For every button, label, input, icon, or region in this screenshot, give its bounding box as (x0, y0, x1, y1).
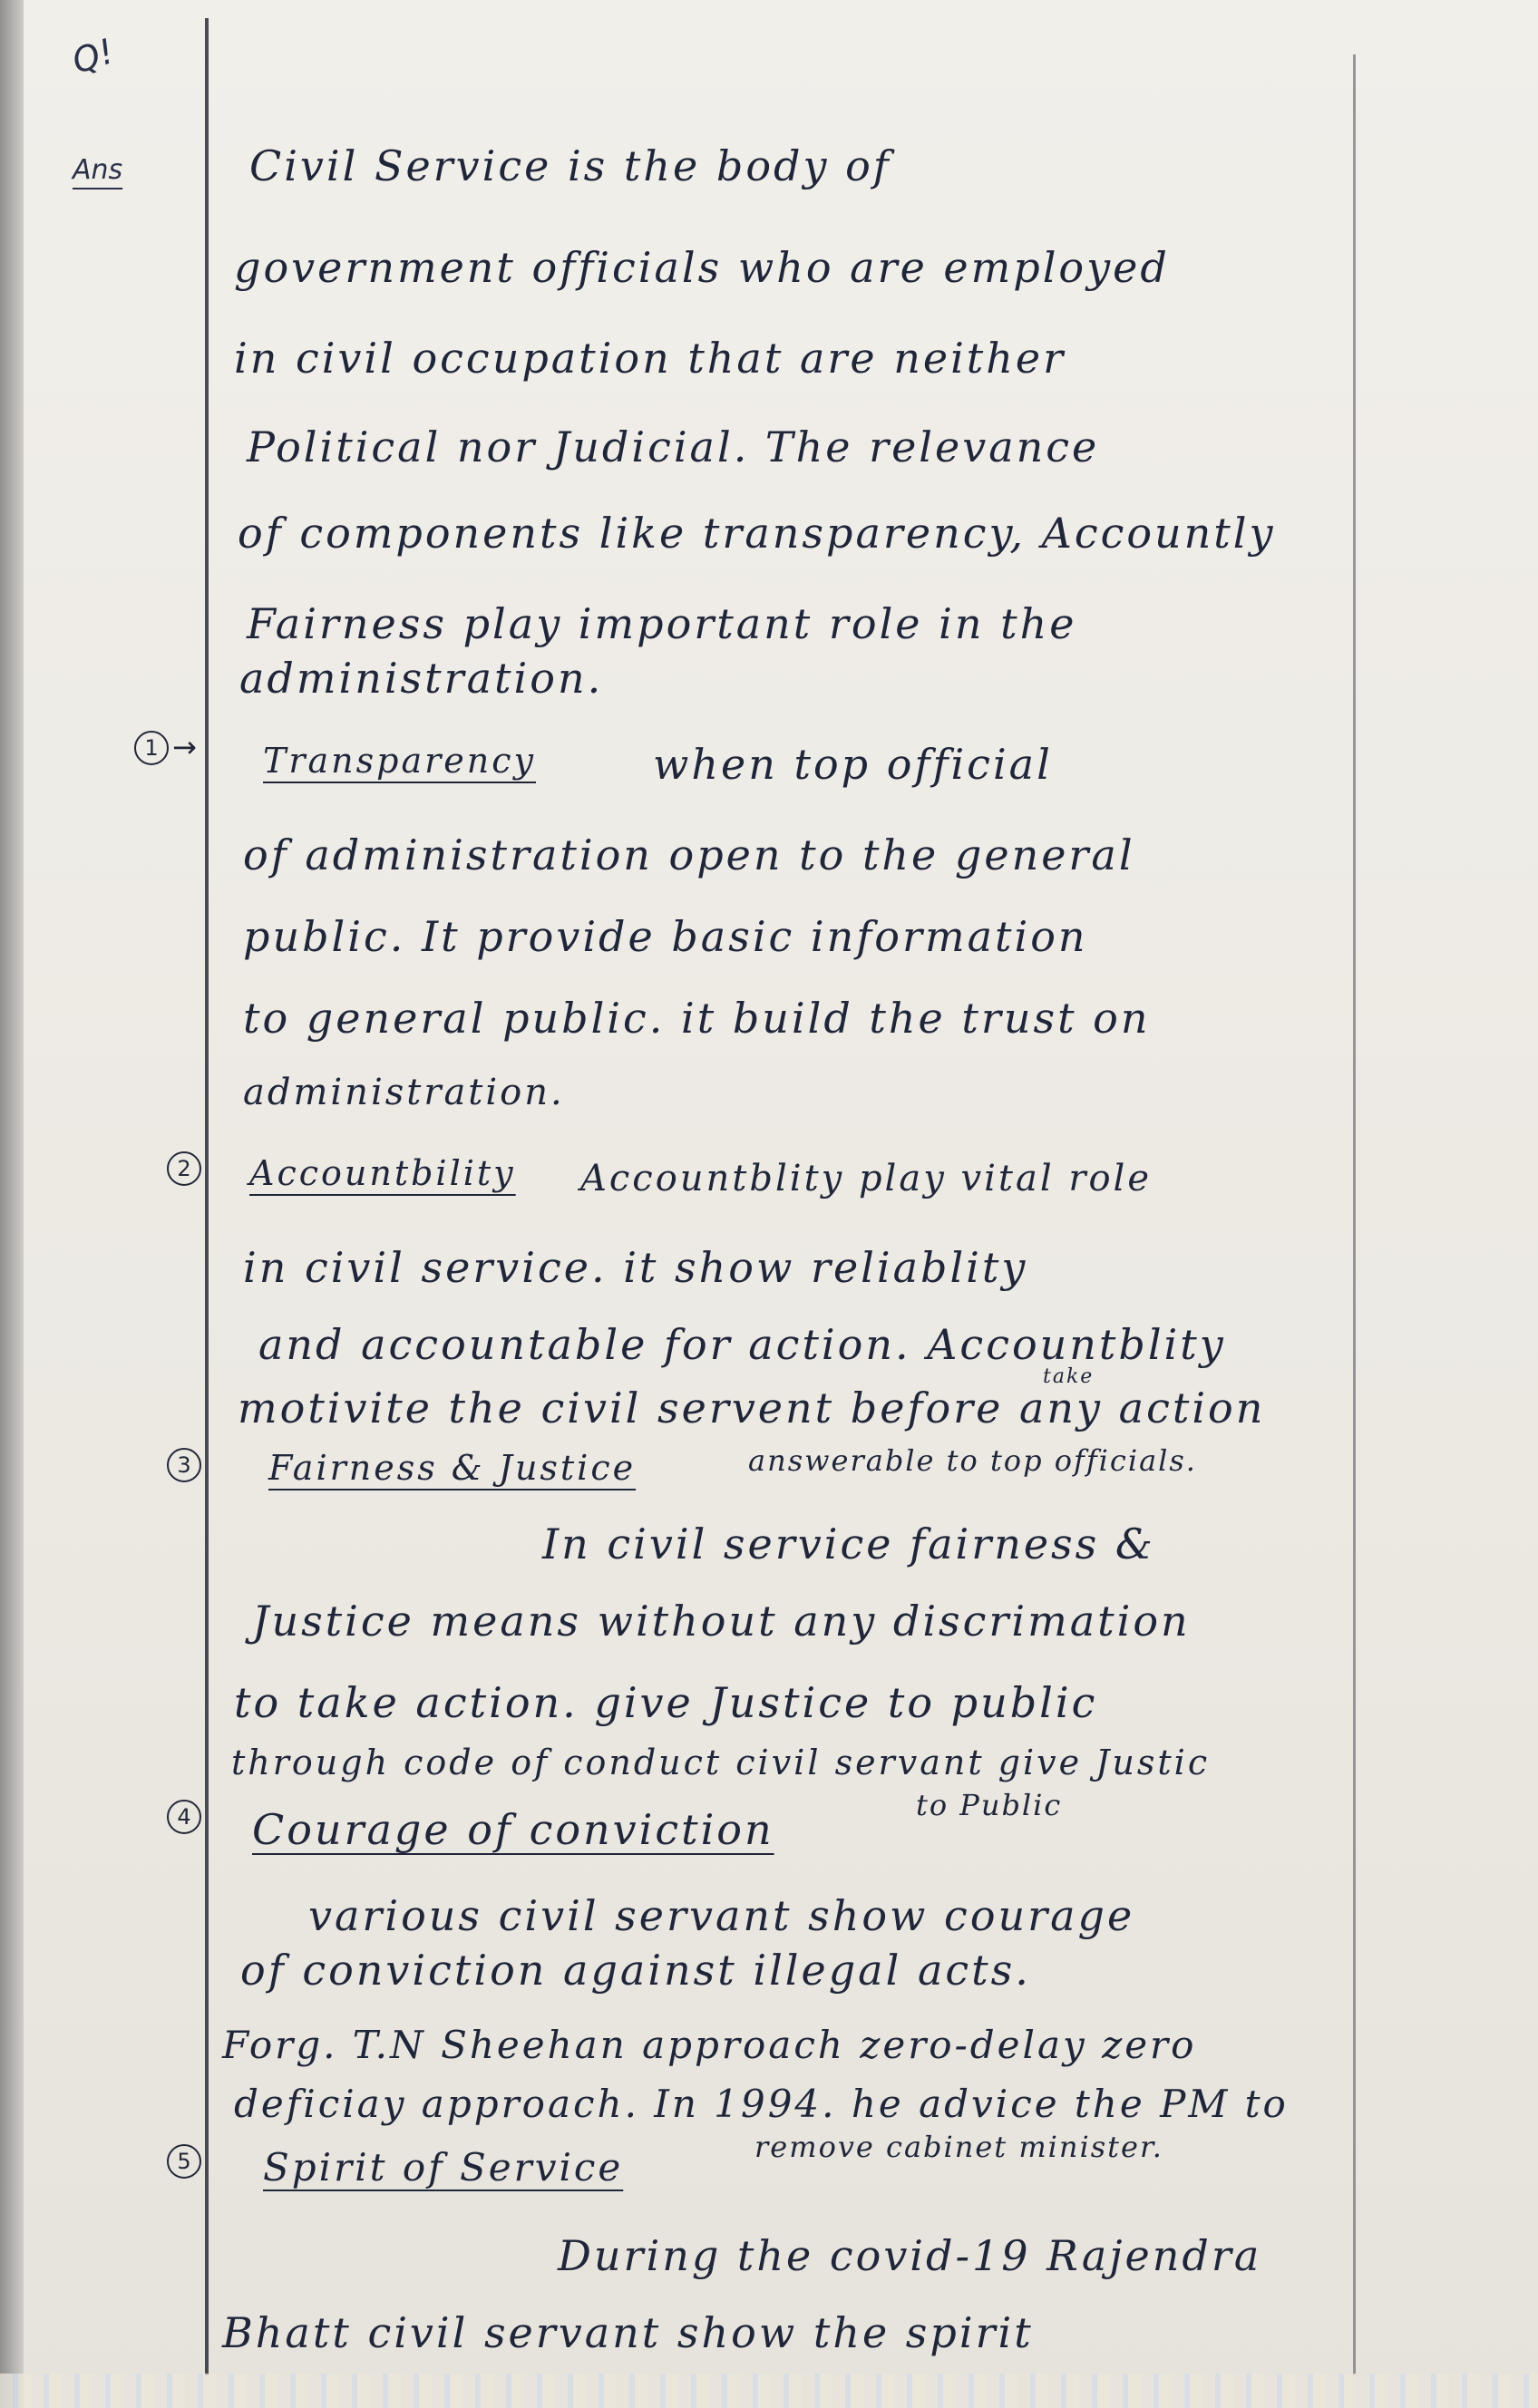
point-trailing: to Public (916, 1788, 1063, 1822)
intro-line: in civil occupation that are neither (234, 334, 1066, 383)
point-line: of administration open to the general (243, 830, 1135, 879)
point-heading: Spirit of Service (263, 2145, 624, 2190)
point-number: 4 (167, 1800, 201, 1834)
point-line: Accountblity play vital role (580, 1158, 1152, 1199)
point-line: deficiay approach. In 1994. he advice the PM to (234, 2082, 1289, 2126)
point-line: administration. (243, 1072, 565, 1113)
margin-line (205, 18, 209, 2375)
arrow-icon: → (172, 730, 197, 764)
point-line: to take action. give Justice to public (234, 1678, 1098, 1727)
point-line: Forg. T.N Sheehan approach zero-delay zero (222, 2023, 1197, 2067)
point-number: 1 (134, 731, 169, 765)
point-line: In civil service fairness & (542, 1520, 1155, 1568)
point-number: 3 (167, 1448, 201, 1482)
point-number: 5 (167, 2144, 201, 2179)
point-trailing: remove cabinet minister. (754, 2130, 1163, 2164)
point-line: public. It provide basic information (243, 912, 1088, 961)
intro-line: government officials who are employed (234, 243, 1170, 292)
point-line: Justice means without any discrimation (252, 1597, 1191, 1646)
point-line: when top official (653, 740, 1053, 789)
point-heading: Transparency (263, 741, 536, 781)
answer-mark-label: Ans (73, 154, 123, 186)
point-line: Bhatt civil servant show the spirit (222, 2308, 1034, 2357)
intro-line: Civil Service is the body of (249, 141, 891, 190)
point-line: through code of conduct civil servant give Justic (231, 1743, 1211, 1782)
page-bottom-edge (0, 2374, 1538, 2408)
point-line: During the covid-19 Rajendra (558, 2231, 1262, 2280)
point-number: 2 (167, 1151, 201, 1186)
point-line: and accountable for action. Accountblity (258, 1320, 1226, 1369)
intro-line: administration. (239, 654, 604, 703)
point-heading: Courage of conviction (252, 1805, 774, 1854)
intro-line: of components like transparency, Accountly (238, 509, 1276, 558)
point-line: various civil servant show courage (308, 1891, 1135, 1940)
point-trailing: answerable to top officials. (748, 1443, 1197, 1478)
point-line: motivite the civil servent before any action (238, 1384, 1266, 1432)
intro-line: Fairness play important role in the (247, 599, 1077, 648)
point-heading: Fairness & Justice (268, 1448, 637, 1488)
insert-note: take (1043, 1365, 1095, 1388)
point-line: in civil service. it show reliablity (243, 1243, 1028, 1292)
point-line: to general public. it build the trust on (243, 994, 1151, 1043)
point-heading: Accountbility (249, 1153, 516, 1193)
page-edge (0, 0, 24, 2408)
point-line: of conviction against illegal acts. (240, 1946, 1031, 1995)
right-rule-line (1353, 54, 1356, 2375)
intro-line: Political nor Judicial. The relevance (247, 422, 1100, 471)
question-mark-label: Q! (67, 31, 119, 82)
